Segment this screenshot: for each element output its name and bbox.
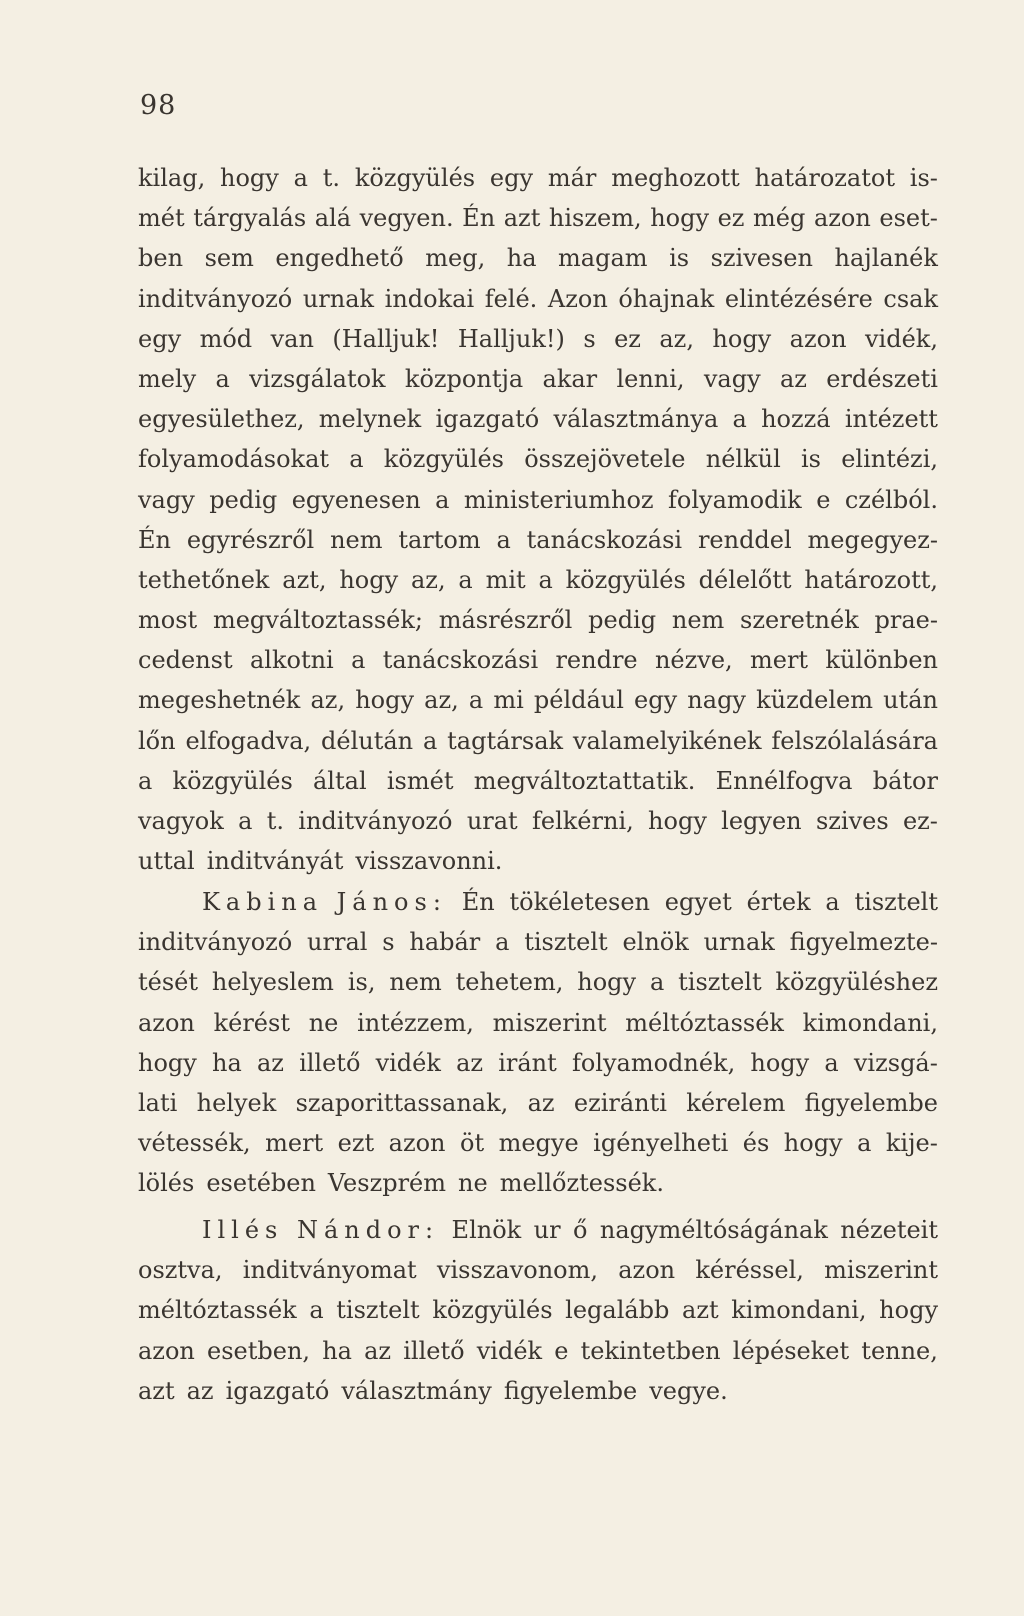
speaker-name: Illés Nándor: — [202, 1216, 440, 1244]
page-number: 98 — [140, 90, 177, 121]
text-line: hogy ha az illető vidék az iránt folyamodnék, hogy a vizsgá- — [138, 1048, 938, 1077]
text-line: inditványozó urnak indokai felé. Azon óhajnak elintézésére csak — [138, 284, 938, 313]
text-line: egy mód van (Halljuk! Halljuk!) s ez az, hogy azon vidék, — [138, 324, 938, 353]
text-line: tését helyeslem is, nem tehetem, hogy a tisztelt közgyüléshez — [138, 968, 938, 997]
text-line: lölés esetében Veszprém ne mellőztessék. — [138, 1169, 664, 1198]
paragraph-1 — [138, 158, 938, 881]
text-line: vagy pedig egyenesen a ministeriumhoz folyamodik e czélból. — [138, 485, 938, 514]
paragraph-2 — [138, 882, 938, 1204]
text-line: cedenst alkotni a tanácskozási rendre nézve, mert különben — [138, 646, 938, 675]
text-line: ben sem engedhető meg, ha magam is szivesen hajlanék — [138, 244, 938, 273]
text-line: méltóztassék a tisztelt közgyülés legalább azt kimondani, hogy — [138, 1296, 938, 1325]
text-line: uttal inditványát visszavonni. — [138, 847, 503, 876]
text-line: vétessék, mert ezt azon öt megye igényelheti és hogy a kije- — [138, 1129, 938, 1158]
text-line: mét tárgyalás alá vegyen. Én azt hiszem, hogy ez még azon eset- — [138, 204, 938, 233]
text-line: inditványozó urral s habár a tisztelt elnök urnak figyelmezte- — [138, 928, 938, 957]
text-line: osztva, inditványomat visszavonom, azon kéréssel, miszerint — [138, 1256, 938, 1285]
text-line: kilag, hogy a t. közgyülés egy már meghozott határozatot is- — [138, 164, 938, 192]
text-line: vagyok a t. inditványozó urat felkérni, hogy legyen szives ez- — [138, 807, 938, 835]
text-line: mely a vizsgálatok központja akar lenni, vagy az erdészeti — [138, 364, 938, 393]
text-line: Illés Nándor: Elnök ur ő nagyméltóságának nézeteit — [138, 1210, 938, 1250]
paragraph-3 — [138, 1210, 938, 1411]
speaker-name: Kabina János: — [202, 888, 447, 916]
text-line: Kabina János: Én tökéletesen egyet értek a tisztelt — [138, 882, 938, 922]
text-line: folyamodásokat a közgyülés összejövetele nélkül is elintézi, — [138, 445, 938, 474]
text-line: a közgyülés által ismét megváltoztattatik. Ennélfogva bátor — [138, 766, 938, 795]
text-line: Én egyrészről nem tartom a tanácskozási renddel megegyez- — [138, 525, 938, 554]
text-line: azt az igazgató választmány figyelembe vegye. — [138, 1376, 728, 1405]
text-line: megeshetnék az, hogy az, a mi például egy nagy küzdelem után — [138, 686, 938, 715]
text-line: most megváltoztassék; másrészről pedig nem szeretnék prae- — [138, 606, 938, 635]
text-line: egyesülethez, melynek igazgató választmánya a hozzá intézett — [138, 405, 938, 434]
text-line: azon kérést ne intézzem, miszerint méltóztassék kimondani, — [138, 1008, 938, 1037]
text-line: tethetőnek azt, hogy az, a mit a közgyülés délelőtt határozott, — [138, 565, 938, 594]
text-line: lőn elfogadva, délután a tagtársak valamelyikének felszólalására — [138, 726, 938, 755]
text-line: azon esetben, ha az illető vidék e tekintetben lépéseket tenne, — [138, 1336, 938, 1365]
text-line: lati helyek szaporittassanak, az eziránti kérelem figyelembe — [138, 1088, 938, 1117]
